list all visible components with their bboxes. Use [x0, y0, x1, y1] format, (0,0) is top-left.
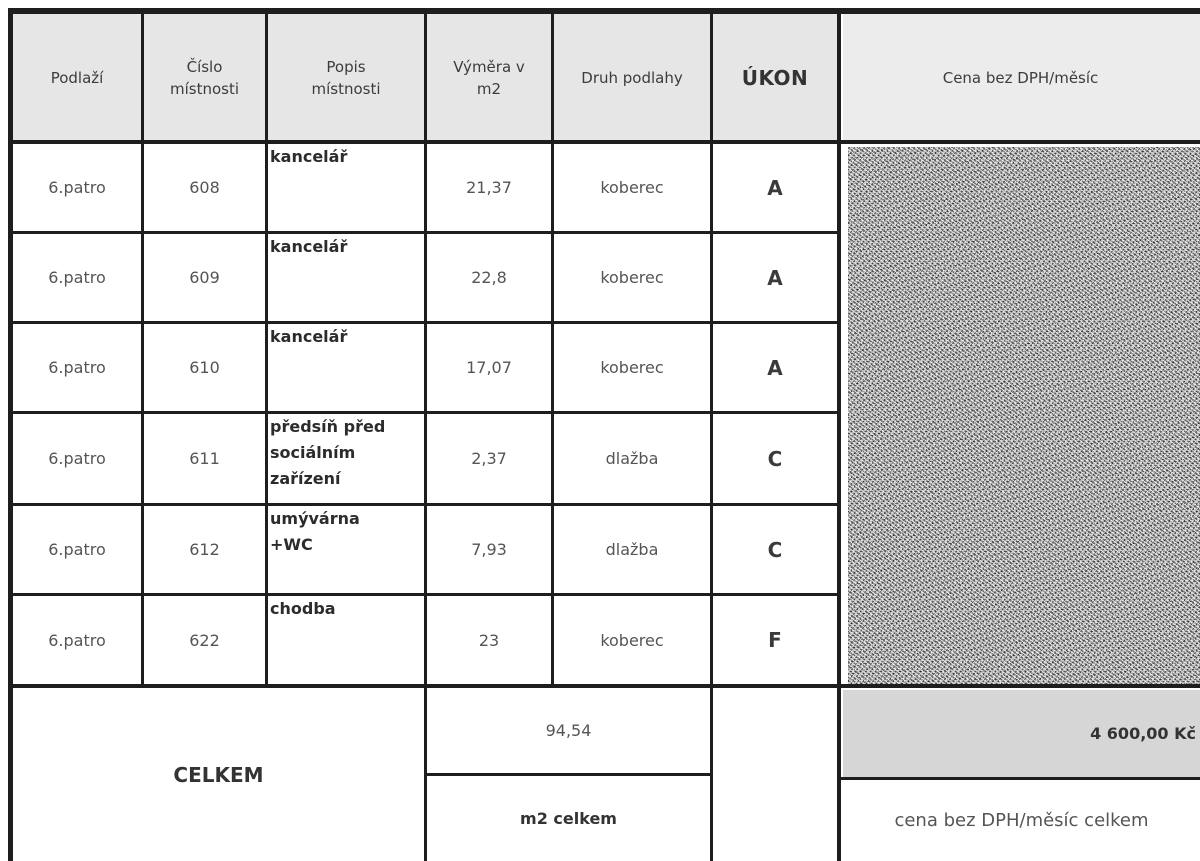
- description-line: sociálním: [270, 443, 356, 462]
- floor-value: 6.patro: [48, 540, 106, 559]
- table-row-floor: [13, 324, 141, 411]
- table-row-floor: [13, 414, 141, 503]
- description-line: zařízení: [270, 469, 341, 488]
- table-row-floor-type: [554, 506, 710, 593]
- table-row-floor: [13, 144, 141, 231]
- total-price-value: [843, 690, 1200, 777]
- action-value: C: [767, 446, 783, 471]
- floor-value: 6.patro: [48, 268, 106, 287]
- header-room-number: [144, 14, 265, 141]
- header-price: [841, 14, 1200, 141]
- area-value: 23: [478, 630, 500, 650]
- floor-type-value: koberec: [600, 178, 664, 197]
- description-line: kancelář: [270, 327, 348, 346]
- room-value: 608: [189, 178, 220, 197]
- table-row-room: [144, 324, 265, 411]
- floor-value: 6.patro: [48, 449, 106, 468]
- grid-line: [837, 14, 841, 861]
- table-row-action: [713, 324, 837, 411]
- area-value: 7,93: [471, 540, 507, 559]
- total-price-text: 4 600,00 Kč: [1090, 724, 1196, 743]
- header-area-line2: m2: [476, 79, 502, 98]
- floor-value: 6.patro: [48, 178, 106, 197]
- header-description: [268, 14, 424, 141]
- table-row-description: [268, 324, 424, 411]
- header-floor-type-label: Druh podlahy: [581, 68, 683, 87]
- total-area-label-text: m2 celkem: [520, 809, 617, 828]
- room-value: 622: [189, 630, 220, 650]
- total-price-label: [843, 780, 1200, 861]
- description-line: kancelář: [270, 147, 348, 166]
- table-row-description: [268, 144, 424, 231]
- room-value: 609: [189, 268, 220, 287]
- table-row-action: [713, 506, 837, 593]
- floor-type-value: dlažba: [605, 449, 659, 468]
- description-line: umývárna: [270, 509, 360, 528]
- total-price-label-text: cena bez DPH/měsíc celkem: [894, 810, 1149, 831]
- total-area-label: [427, 776, 710, 861]
- table-row-description: [268, 596, 424, 684]
- table-row-area: [427, 324, 551, 411]
- table-row-floor: [13, 506, 141, 593]
- area-value: 21,37: [466, 178, 512, 197]
- table-row-room: [144, 596, 265, 684]
- header-action-label: ÚKON: [741, 65, 809, 90]
- header-area: [427, 14, 551, 141]
- redacted-price-area: [848, 147, 1200, 687]
- area-value: 2,37: [471, 449, 507, 468]
- action-value: F: [768, 628, 782, 652]
- header-room-number-line2: místnosti: [169, 79, 240, 98]
- action-value: A: [767, 175, 783, 200]
- header-price-label: Cena bez DPH/měsíc: [942, 68, 1099, 87]
- table-row-action: [713, 234, 837, 321]
- floor-type-value: koberec: [600, 358, 664, 377]
- table-row-description: [268, 506, 424, 593]
- total-label: [13, 688, 424, 861]
- table-row-floor-type: [554, 596, 710, 684]
- table-row-room: [144, 144, 265, 231]
- header-floor: [13, 14, 141, 141]
- table-row-area: [427, 596, 551, 684]
- total-area-text: 94,54: [545, 721, 592, 740]
- total-label-text: CELKEM: [173, 762, 264, 787]
- table-row-area: [427, 234, 551, 321]
- table-row-area: [427, 506, 551, 593]
- header-description-line2: místnosti: [311, 79, 381, 98]
- table-row-floor-type: [554, 414, 710, 503]
- header-floor-type: [554, 14, 710, 141]
- room-value: 610: [189, 358, 220, 377]
- total-area-value: [427, 688, 710, 773]
- floor-type-value: dlažba: [605, 540, 659, 559]
- floor-type-value: koberec: [600, 630, 664, 650]
- table-row-room: [144, 414, 265, 503]
- action-value: A: [767, 355, 783, 380]
- description-line: +WC: [270, 535, 313, 554]
- header-area-line1: Výměra v: [453, 57, 525, 76]
- room-value: 612: [189, 540, 220, 559]
- description-line: předsíň před: [270, 417, 386, 436]
- table-row-floor: [13, 596, 141, 684]
- header-floor-label: Podlaží: [50, 68, 104, 87]
- header-description-line1: Popis: [326, 57, 366, 76]
- table-row-action: [713, 596, 837, 684]
- floor-type-value: koberec: [600, 268, 664, 287]
- table-row-room: [144, 506, 265, 593]
- floor-value: 6.patro: [48, 358, 106, 377]
- header-action: [713, 14, 837, 141]
- header-room-number-line1: Číslo: [186, 57, 223, 76]
- table-row-floor-type: [554, 144, 710, 231]
- table-row-action: [713, 414, 837, 503]
- table-row-area: [427, 414, 551, 503]
- room-value: 611: [189, 449, 220, 468]
- action-value: C: [767, 537, 783, 562]
- table-row-description: [268, 414, 424, 503]
- table-row-area: [427, 144, 551, 231]
- area-value: 22,8: [471, 268, 507, 287]
- table-row-floor: [13, 234, 141, 321]
- area-value: 17,07: [466, 358, 512, 377]
- table-row-action: [713, 144, 837, 231]
- floor-value: 6.patro: [48, 630, 106, 650]
- table-row-description: [268, 234, 424, 321]
- description-line: chodba: [270, 599, 336, 618]
- action-value: A: [767, 265, 783, 290]
- table-row-floor-type: [554, 234, 710, 321]
- table-row-room: [144, 234, 265, 321]
- table-row-floor-type: [554, 324, 710, 411]
- description-line: kancelář: [270, 237, 348, 256]
